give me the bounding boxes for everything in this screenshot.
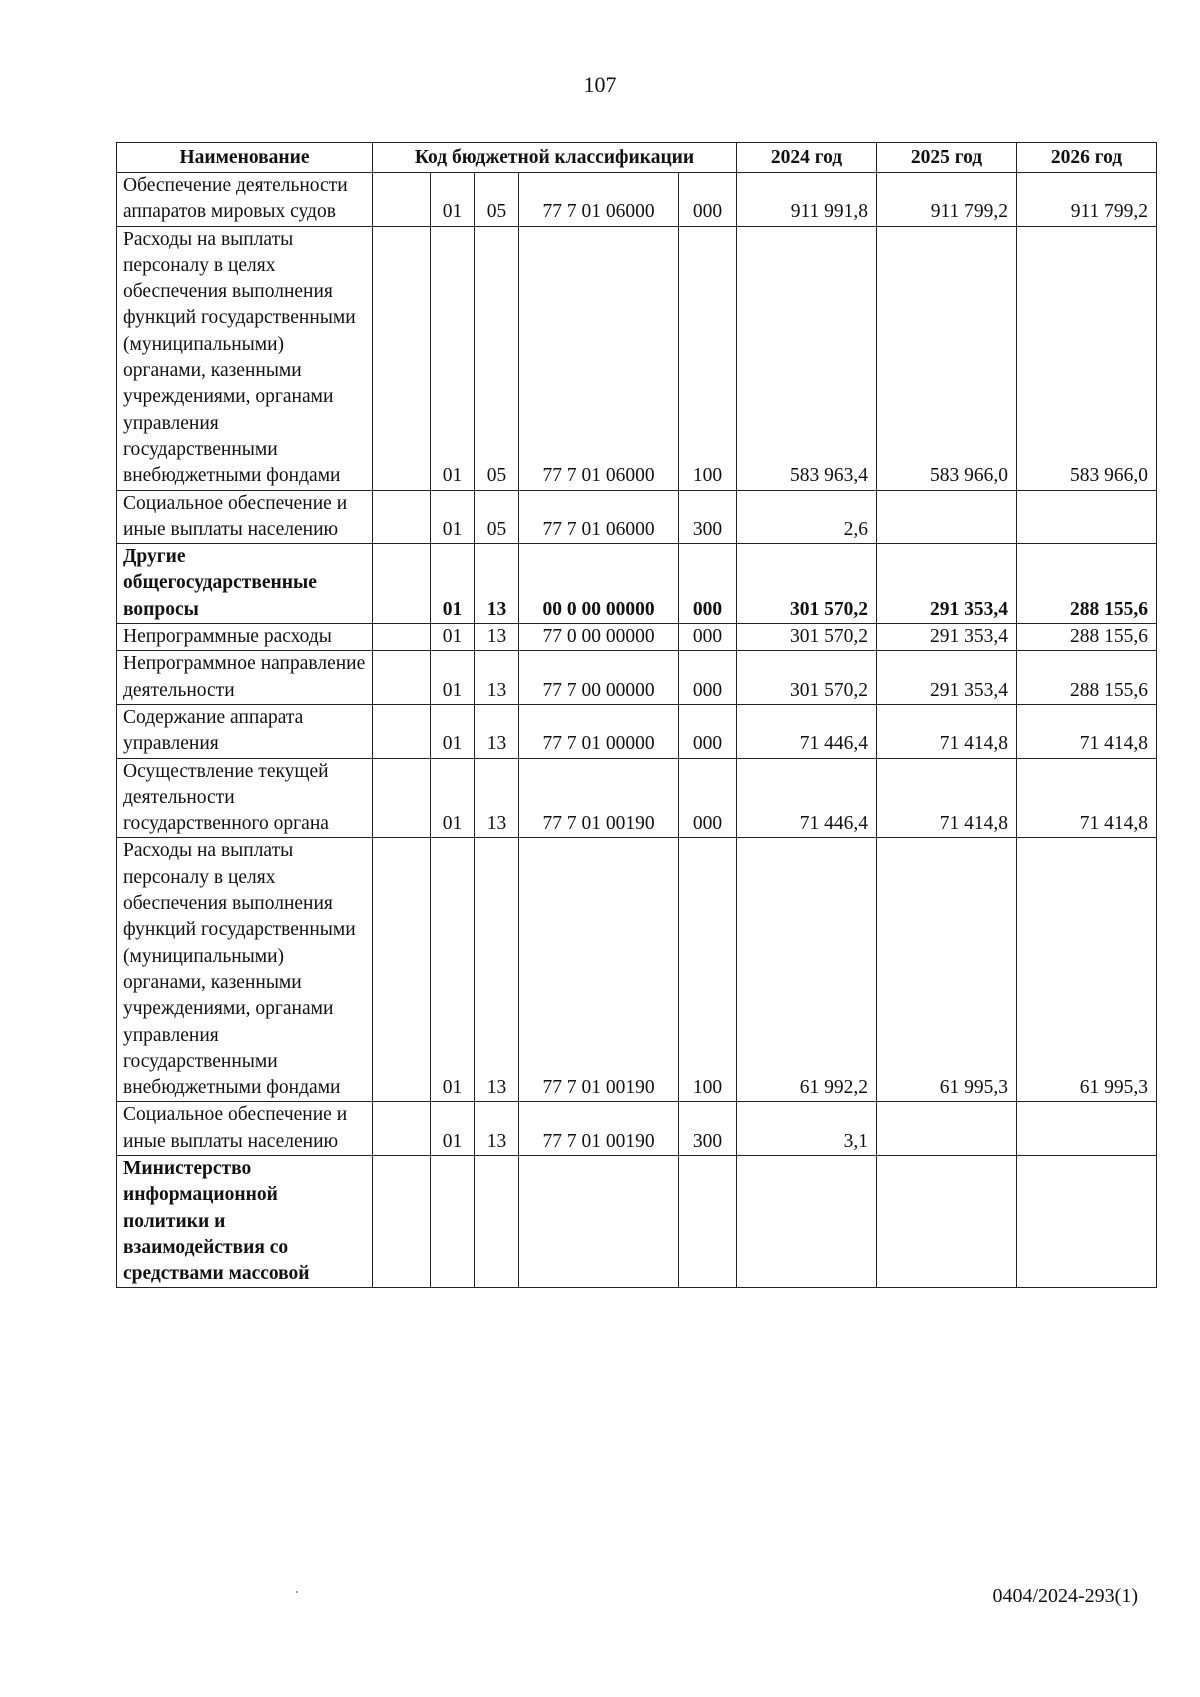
page-number: 107 bbox=[583, 72, 617, 97]
target-article-code-cell: 77 7 01 06000 bbox=[519, 490, 679, 544]
subsection-code-cell: 13 bbox=[475, 1102, 519, 1156]
expense-type-code-cell: 000 bbox=[679, 758, 737, 838]
section-code-cell: 01 bbox=[431, 490, 475, 544]
section-code-cell: 01 bbox=[431, 1102, 475, 1156]
amount-2024-cell: 911 991,8 bbox=[737, 173, 877, 227]
target-article-code-cell bbox=[519, 1155, 679, 1287]
subsection-code-cell: 05 bbox=[475, 173, 519, 227]
header-year-2026: 2026 год bbox=[1017, 143, 1157, 173]
section-code-cell: 01 bbox=[431, 226, 475, 490]
amount-2025-cell: 583 966,0 bbox=[877, 226, 1017, 490]
scan-dot bbox=[296, 1591, 298, 1593]
expense-type-code-cell: 300 bbox=[679, 490, 737, 544]
empty-code-cell bbox=[373, 651, 431, 705]
section-code-cell bbox=[431, 1155, 475, 1287]
empty-code-cell bbox=[373, 624, 431, 651]
row-name-cell: Расходы на выплаты персоналу в целях обеспечения выполнения функций государственными (муниципальными) органами, казенными учреждениями, органами управления государственными внебюджетными фондами bbox=[117, 226, 373, 490]
amount-2025-cell: 911 799,2 bbox=[877, 173, 1017, 227]
table-header bbox=[117, 143, 1157, 173]
budget-table bbox=[116, 142, 1157, 1288]
table-row bbox=[117, 758, 1157, 838]
target-article-code-cell: 77 7 00 00000 bbox=[519, 651, 679, 705]
empty-code-cell bbox=[373, 226, 431, 490]
amount-2025-cell: 61 995,3 bbox=[877, 838, 1017, 1102]
amount-2026-cell bbox=[1017, 490, 1157, 544]
amount-2026-cell: 288 155,6 bbox=[1017, 651, 1157, 705]
table-row bbox=[117, 651, 1157, 705]
target-article-code-cell: 77 7 01 06000 bbox=[519, 226, 679, 490]
amount-2026-cell: 288 155,6 bbox=[1017, 544, 1157, 624]
table-row bbox=[117, 624, 1157, 651]
table-row bbox=[117, 1155, 1157, 1287]
amount-2025-cell: 71 414,8 bbox=[877, 758, 1017, 838]
amount-2025-cell: 71 414,8 bbox=[877, 704, 1017, 758]
target-article-code-cell: 77 0 00 00000 bbox=[519, 624, 679, 651]
amount-2025-cell: 291 353,4 bbox=[877, 624, 1017, 651]
empty-code-cell bbox=[373, 490, 431, 544]
subsection-code-cell: 13 bbox=[475, 544, 519, 624]
amount-2024-cell: 583 963,4 bbox=[737, 226, 877, 490]
header-year-2024: 2024 год bbox=[737, 143, 877, 173]
empty-code-cell bbox=[373, 758, 431, 838]
subsection-code-cell bbox=[475, 1155, 519, 1287]
section-code-cell: 01 bbox=[431, 758, 475, 838]
row-name-cell: Другие общегосударственные вопросы bbox=[117, 544, 373, 624]
subsection-code-cell: 13 bbox=[475, 624, 519, 651]
row-name-cell: Осуществление текущей деятельности государственного органа bbox=[117, 758, 373, 838]
section-code-cell: 01 bbox=[431, 544, 475, 624]
row-name-cell: Министерство информационной политики и взаимодействия со средствами массовой bbox=[117, 1155, 373, 1287]
empty-code-cell bbox=[373, 704, 431, 758]
table-row bbox=[117, 226, 1157, 490]
empty-code-cell bbox=[373, 838, 431, 1102]
amount-2024-cell: 2,6 bbox=[737, 490, 877, 544]
expense-type-code-cell: 000 bbox=[679, 651, 737, 705]
amount-2026-cell: 71 414,8 bbox=[1017, 758, 1157, 838]
table-row bbox=[117, 490, 1157, 544]
header-name: Наименование bbox=[117, 143, 373, 173]
target-article-code-cell: 77 7 01 00190 bbox=[519, 838, 679, 1102]
empty-code-cell bbox=[373, 1102, 431, 1156]
amount-2024-cell: 71 446,4 bbox=[737, 758, 877, 838]
table-row bbox=[117, 173, 1157, 227]
subsection-code-cell: 05 bbox=[475, 226, 519, 490]
subsection-code-cell: 13 bbox=[475, 704, 519, 758]
expense-type-code-cell: 100 bbox=[679, 226, 737, 490]
section-code-cell: 01 bbox=[431, 704, 475, 758]
amount-2026-cell: 61 995,3 bbox=[1017, 838, 1157, 1102]
table-body bbox=[117, 173, 1157, 1288]
target-article-code-cell: 77 7 01 00190 bbox=[519, 758, 679, 838]
document-code: 0404/2024-293(1) bbox=[992, 1585, 1138, 1607]
row-name-cell: Обеспечение деятельности аппаратов мировых судов bbox=[117, 173, 373, 227]
amount-2024-cell: 301 570,2 bbox=[737, 624, 877, 651]
amount-2025-cell bbox=[877, 490, 1017, 544]
expense-type-code-cell: 000 bbox=[679, 173, 737, 227]
header-budget-code: Код бюджетной классификации bbox=[373, 143, 737, 173]
row-name-cell: Непрограммные расходы bbox=[117, 624, 373, 651]
amount-2026-cell bbox=[1017, 1155, 1157, 1287]
amount-2025-cell: 291 353,4 bbox=[877, 651, 1017, 705]
section-code-cell: 01 bbox=[431, 173, 475, 227]
row-name-cell: Непрограммное направление деятельности bbox=[117, 651, 373, 705]
row-name-cell: Социальное обеспечение и иные выплаты населению bbox=[117, 1102, 373, 1156]
amount-2026-cell: 288 155,6 bbox=[1017, 624, 1157, 651]
target-article-code-cell: 00 0 00 00000 bbox=[519, 544, 679, 624]
amount-2025-cell: 291 353,4 bbox=[877, 544, 1017, 624]
amount-2026-cell: 71 414,8 bbox=[1017, 704, 1157, 758]
amount-2024-cell: 61 992,2 bbox=[737, 838, 877, 1102]
section-code-cell: 01 bbox=[431, 624, 475, 651]
row-name-cell: Расходы на выплаты персоналу в целях обеспечения выполнения функций государственными (муниципальными) органами, казенными учреждениями, органами управления государственными внебюджетными фондами bbox=[117, 838, 373, 1102]
expense-type-code-cell bbox=[679, 1155, 737, 1287]
expense-type-code-cell: 100 bbox=[679, 838, 737, 1102]
table-row bbox=[117, 544, 1157, 624]
amount-2026-cell bbox=[1017, 1102, 1157, 1156]
expense-type-code-cell: 000 bbox=[679, 704, 737, 758]
expense-type-code-cell: 000 bbox=[679, 624, 737, 651]
expense-type-code-cell: 000 bbox=[679, 544, 737, 624]
header-year-2025: 2025 год bbox=[877, 143, 1017, 173]
subsection-code-cell: 13 bbox=[475, 758, 519, 838]
table-row bbox=[117, 1102, 1157, 1156]
section-code-cell: 01 bbox=[431, 651, 475, 705]
subsection-code-cell: 13 bbox=[475, 651, 519, 705]
amount-2025-cell bbox=[877, 1102, 1017, 1156]
amount-2024-cell: 301 570,2 bbox=[737, 651, 877, 705]
row-name-cell: Социальное обеспечение и иные выплаты населению bbox=[117, 490, 373, 544]
subsection-code-cell: 05 bbox=[475, 490, 519, 544]
amount-2024-cell bbox=[737, 1155, 877, 1287]
target-article-code-cell: 77 7 01 00000 bbox=[519, 704, 679, 758]
expense-type-code-cell: 300 bbox=[679, 1102, 737, 1156]
amount-2024-cell: 3,1 bbox=[737, 1102, 877, 1156]
amount-2024-cell: 301 570,2 bbox=[737, 544, 877, 624]
amount-2025-cell bbox=[877, 1155, 1017, 1287]
row-name-cell: Содержание аппарата управления bbox=[117, 704, 373, 758]
section-code-cell: 01 bbox=[431, 838, 475, 1102]
target-article-code-cell: 77 7 01 06000 bbox=[519, 173, 679, 227]
empty-code-cell bbox=[373, 1155, 431, 1287]
amount-2024-cell: 71 446,4 bbox=[737, 704, 877, 758]
subsection-code-cell: 13 bbox=[475, 838, 519, 1102]
amount-2026-cell: 583 966,0 bbox=[1017, 226, 1157, 490]
empty-code-cell bbox=[373, 544, 431, 624]
table-row bbox=[117, 704, 1157, 758]
table-row bbox=[117, 838, 1157, 1102]
empty-code-cell bbox=[373, 173, 431, 227]
amount-2026-cell: 911 799,2 bbox=[1017, 173, 1157, 227]
target-article-code-cell: 77 7 01 00190 bbox=[519, 1102, 679, 1156]
